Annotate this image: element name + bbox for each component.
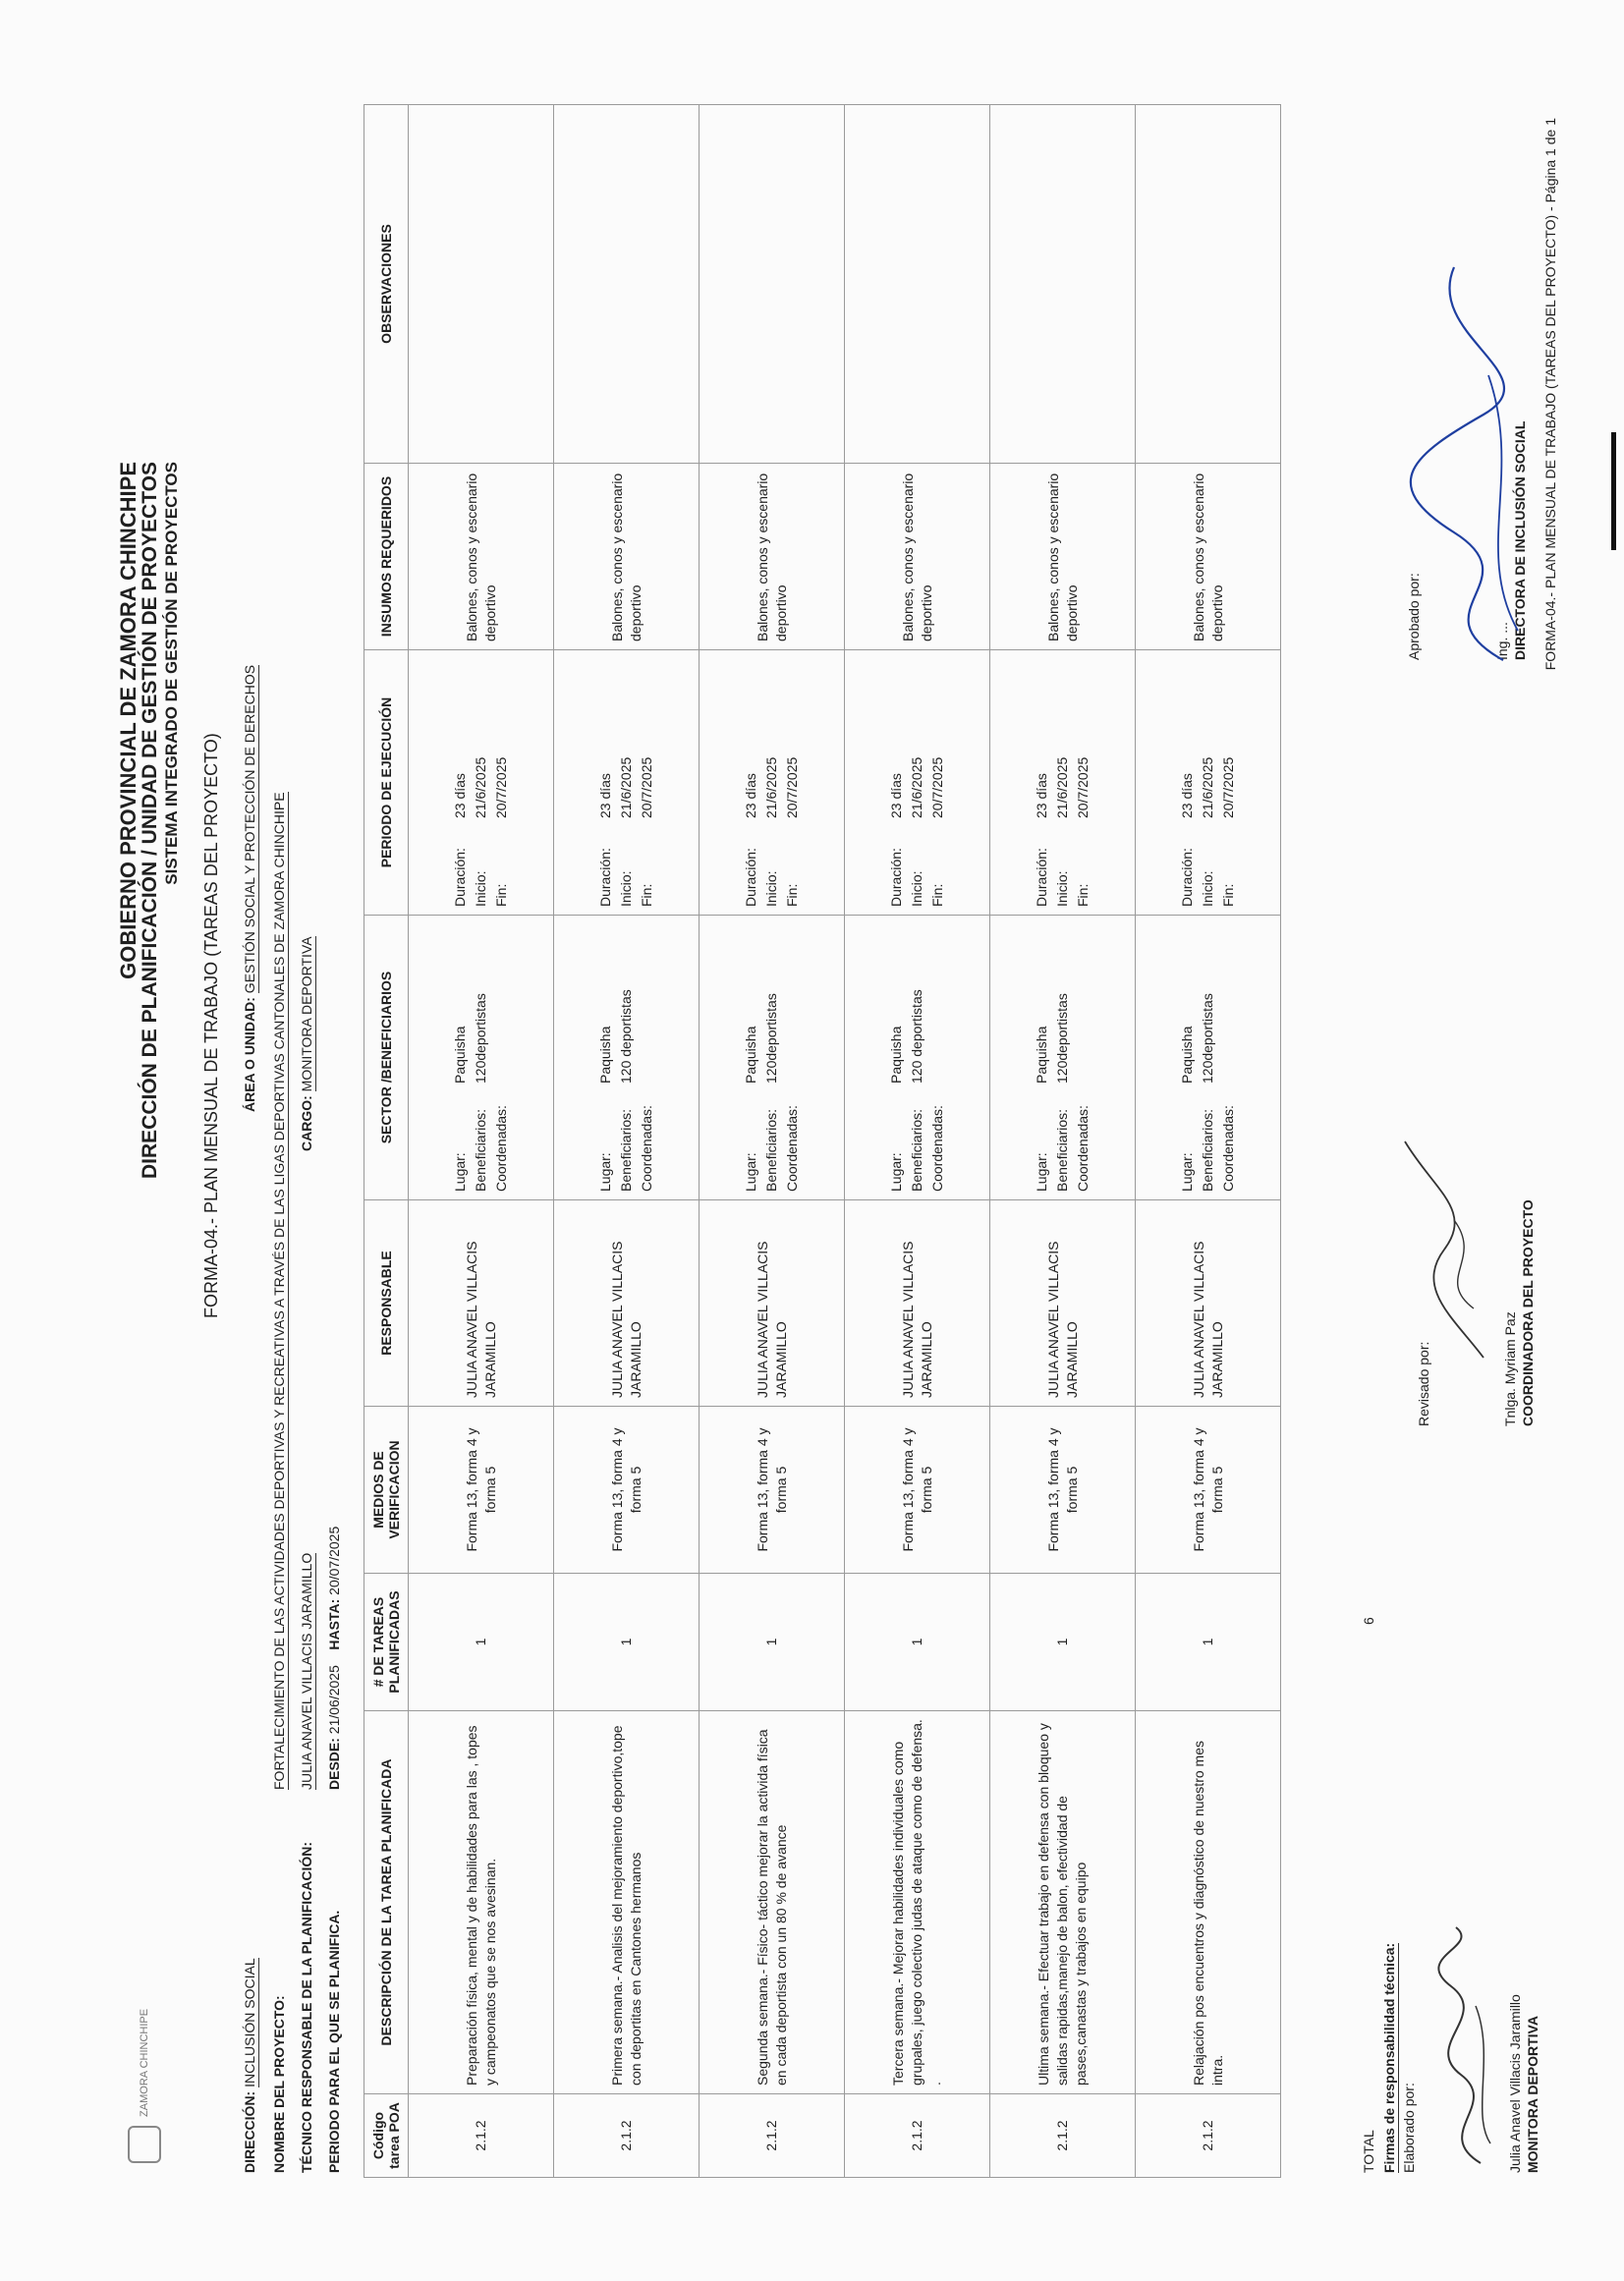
cell-sector bbox=[700, 916, 845, 1200]
duracion-label: Duración: bbox=[888, 848, 904, 907]
total-label: TOTAL bbox=[1361, 2130, 1376, 2173]
cell-codigo: 2.1.2 bbox=[554, 2094, 700, 2178]
elaborado-role: MONITORA DEPORTIVA bbox=[1525, 2016, 1540, 2173]
fin-value: 20/7/2025 bbox=[929, 756, 945, 818]
fin-value: 20/7/2025 bbox=[493, 756, 509, 818]
cargo-label: CARGO: bbox=[299, 1095, 314, 1151]
hasta-label: HASTA: bbox=[326, 1598, 342, 1650]
beneficiarios-value: 120 deportistas bbox=[618, 989, 634, 1084]
duracion-label: Duración: bbox=[452, 848, 468, 907]
cell-medios: Forma 13, forma 4 y forma 5 bbox=[990, 1407, 1136, 1574]
cell-num-tareas: 1 bbox=[990, 1574, 1136, 1711]
header-line-2: DIRECCIÓN DE PLANIFICACIÓN / UNIDAD DE GESTIÓN DE PROYECTOS bbox=[139, 462, 161, 1180]
aprobado-block bbox=[1405, 421, 1529, 660]
inicio-label: Inicio: bbox=[473, 870, 488, 907]
fin-value: 20/7/2025 bbox=[1220, 756, 1236, 818]
inicio-value: 21/6/2025 bbox=[1054, 756, 1070, 818]
coordenadas-label: Coordenadas: bbox=[929, 1105, 945, 1192]
table-row bbox=[409, 105, 554, 2178]
cell-insumos: Balones, conos y escenario deportivo bbox=[554, 464, 700, 650]
beneficiarios-label: Beneficiarios: bbox=[1200, 1108, 1215, 1192]
col-observaciones: OBSERVACIONES bbox=[364, 105, 409, 464]
aprobado-role: DIRECTORA DE INCLUSIÓN SOCIAL bbox=[1512, 420, 1528, 660]
periodo-label: PERIODO PARA EL QUE SE PLANIFICA. bbox=[326, 1910, 342, 2173]
col-num-tareas: # DE TAREAS PLANIFICADAS bbox=[364, 1574, 409, 1711]
lugar-label: Lugar: bbox=[452, 1152, 468, 1192]
cell-observaciones bbox=[845, 105, 990, 464]
cell-descripcion: Ultima semana.- Efectuar trabajo en defensa con bloqueo y salidas rapidas,manejo de balon, efectividad de pases,canastas y trabajos en equipo bbox=[990, 1711, 1136, 2094]
logo bbox=[128, 2009, 161, 2163]
hasta-value: 20/07/2025 bbox=[326, 1526, 342, 1595]
cell-descripcion: Preparación física, mental y de habilidades para las , topes y campeonatos que se nos avesinan. bbox=[409, 1711, 554, 2094]
total-row bbox=[1361, 2130, 1376, 2173]
fin-label: Fin: bbox=[1220, 883, 1236, 907]
cell-periodo bbox=[845, 650, 990, 916]
inicio-value: 21/6/2025 bbox=[763, 756, 779, 818]
fin-value: 20/7/2025 bbox=[784, 756, 800, 818]
header-line-1: GOBIERNO PROVINCIAL DE ZAMORA CHINCHIPE bbox=[116, 462, 140, 979]
inicio-value: 21/6/2025 bbox=[909, 756, 924, 818]
table-row bbox=[1136, 105, 1281, 2178]
cell-num-tareas: 1 bbox=[1136, 1574, 1281, 1711]
fin-label: Fin: bbox=[639, 883, 654, 907]
duracion-label: Duración: bbox=[1179, 848, 1195, 907]
direccion-value: INCLUSIÓN SOCIAL bbox=[242, 1958, 257, 2087]
cell-medios: Forma 13, forma 4 y forma 5 bbox=[554, 1407, 700, 1574]
logo-emblem-icon bbox=[128, 2126, 161, 2163]
cell-num-tareas: 1 bbox=[409, 1574, 554, 1711]
cell-observaciones bbox=[1136, 105, 1281, 464]
area-label: ÁREA O UNIDAD: bbox=[242, 997, 257, 1112]
desde-value: 21/06/2025 bbox=[326, 1665, 342, 1735]
lugar-label: Lugar: bbox=[888, 1152, 904, 1192]
cell-descripcion: Relajación pos encuentros y diagnóstico de nuestro mes intra. bbox=[1136, 1711, 1281, 2094]
cell-periodo bbox=[1136, 650, 1281, 916]
logo-text: ZAMORA CHINCHIPE bbox=[138, 2008, 150, 2117]
coordenadas-label: Coordenadas: bbox=[784, 1105, 800, 1192]
cell-insumos: Balones, conos y escenario deportivo bbox=[700, 464, 845, 650]
cell-num-tareas: 1 bbox=[554, 1574, 700, 1711]
cell-responsable: JULIA ANAVEL VILLACIS JARAMILLO bbox=[409, 1200, 554, 1407]
beneficiarios-value: 120 deportistas bbox=[909, 989, 924, 1084]
desde-label: DESDE: bbox=[326, 1738, 342, 1790]
lugar-value: Paquisha bbox=[1034, 1026, 1049, 1084]
header-line-3: SISTEMA INTEGRADO DE GESTIÓN DE PROYECTOS bbox=[162, 462, 181, 885]
inicio-label: Inicio: bbox=[909, 870, 924, 907]
duracion-label: Duración: bbox=[1034, 848, 1049, 907]
beneficiarios-label: Beneficiarios: bbox=[763, 1108, 779, 1192]
inicio-label: Inicio: bbox=[1200, 870, 1215, 907]
coordenadas-value bbox=[928, 923, 947, 1084]
fin-label: Fin: bbox=[1075, 883, 1091, 907]
duracion-value: 23 días bbox=[597, 773, 613, 818]
total-value: 6 bbox=[1361, 1617, 1376, 1625]
lugar-value: Paquisha bbox=[1179, 1026, 1195, 1084]
aprobado-signature-icon bbox=[1395, 257, 1542, 670]
inicio-label: Inicio: bbox=[763, 870, 779, 907]
cell-descripcion: Segunda semana.- Físico- táctico mejorar la activida física en cada deportista con un 80 % de avance bbox=[700, 1711, 845, 2094]
cell-responsable: JULIA ANAVEL VILLACIS JARAMILLO bbox=[1136, 1200, 1281, 1407]
coordenadas-value bbox=[492, 923, 511, 1084]
cell-codigo: 2.1.2 bbox=[845, 2094, 990, 2178]
table-header-row bbox=[364, 105, 409, 2178]
tasks-table bbox=[364, 104, 1281, 2178]
coordenadas-label: Coordenadas: bbox=[639, 1105, 654, 1192]
aprobado-label: Aprobado por: bbox=[1406, 573, 1422, 660]
form-title: FORMA-04.- PLAN MENSUAL DE TRABAJO (TAREAS DEL PROYECTO) bbox=[201, 733, 221, 1318]
cell-sector bbox=[845, 916, 990, 1200]
elaborado-name: Julia Anavel Villacis Jaramillo bbox=[1507, 1994, 1523, 2173]
beneficiarios-value: 120deportistas bbox=[473, 993, 488, 1084]
cell-medios: Forma 13, forma 4 y forma 5 bbox=[409, 1407, 554, 1574]
revisado-label: Revisado por: bbox=[1416, 1341, 1431, 1426]
lugar-label: Lugar: bbox=[597, 1152, 613, 1192]
cell-periodo bbox=[700, 650, 845, 916]
cell-medios: Forma 13, forma 4 y forma 5 bbox=[1136, 1407, 1281, 1574]
fin-label: Fin: bbox=[929, 883, 945, 907]
lugar-label: Lugar: bbox=[743, 1152, 758, 1192]
lugar-value: Paquisha bbox=[597, 1026, 613, 1084]
cell-responsable: JULIA ANAVEL VILLACIS JARAMILLO bbox=[990, 1200, 1136, 1407]
cell-observaciones bbox=[409, 105, 554, 464]
cell-periodo bbox=[990, 650, 1136, 916]
col-periodo: PERIODO DE EJECUCIÓN bbox=[364, 650, 409, 916]
firmas-label: Firmas de responsabilidad técnica: bbox=[1381, 1942, 1397, 2173]
col-descripcion: DESCRIPCIÓN DE LA TAREA PLANIFICADA bbox=[364, 1711, 409, 2094]
col-sector: SECTOR /BENEFICIARIOS bbox=[364, 916, 409, 1200]
lugar-value: Paquisha bbox=[888, 1026, 904, 1084]
institution-header bbox=[118, 462, 183, 1179]
duracion-label: Duración: bbox=[743, 848, 758, 907]
revisado-name: Tnlga. Myriam Paz bbox=[1502, 1311, 1518, 1426]
cell-observaciones bbox=[700, 105, 845, 464]
coordenadas-value bbox=[1219, 923, 1238, 1084]
cell-insumos: Balones, conos y escenario deportivo bbox=[1136, 464, 1281, 650]
cell-descripcion: Tercera semana.- Mejorar habilidades individuales como grupales, juego colectivo judas de ataque como de defensa. . bbox=[845, 1711, 990, 2094]
fin-value: 20/7/2025 bbox=[639, 756, 654, 818]
area-value: GESTIÓN SOCIAL Y PROTECCIÓN DE DERECHOS bbox=[242, 664, 257, 994]
direccion-label: DIRECCIÓN: bbox=[242, 2090, 257, 2173]
table-row bbox=[554, 105, 700, 2178]
tecnico-value: JULIA ANAVEL VILLACIS JARAMILLO bbox=[299, 1552, 314, 1790]
col-medios: MEDIOS DE VERIFICACION bbox=[364, 1407, 409, 1574]
beneficiarios-value: 120deportistas bbox=[1054, 993, 1070, 1084]
cell-num-tareas: 1 bbox=[700, 1574, 845, 1711]
cell-sector bbox=[409, 916, 554, 1200]
inicio-value: 21/6/2025 bbox=[473, 756, 488, 818]
duracion-value: 23 días bbox=[1034, 773, 1049, 818]
cell-sector bbox=[554, 916, 700, 1200]
beneficiarios-label: Beneficiarios: bbox=[1054, 1108, 1070, 1192]
table-row bbox=[700, 105, 845, 2178]
duracion-value: 23 días bbox=[743, 773, 758, 818]
page-footer: FORMA-04.- PLAN MENSUAL DE TRABAJO (TAREAS DEL PROYECTO) - Página 1 de 1 bbox=[1542, 118, 1558, 671]
beneficiarios-label: Beneficiarios: bbox=[473, 1108, 488, 1192]
beneficiarios-label: Beneficiarios: bbox=[618, 1108, 634, 1192]
coordenadas-label: Coordenadas: bbox=[1075, 1105, 1091, 1192]
fin-label: Fin: bbox=[784, 883, 800, 907]
revisado-block bbox=[1415, 1199, 1537, 1426]
proyecto-label: NOMBRE DEL PROYECTO: bbox=[271, 1995, 287, 2173]
cell-insumos: Balones, conos y escenario deportivo bbox=[845, 464, 990, 650]
cell-insumos: Balones, conos y escenario deportivo bbox=[409, 464, 554, 650]
coordenadas-value bbox=[638, 923, 656, 1084]
coordenadas-label: Coordenadas: bbox=[1220, 1105, 1236, 1192]
table-row bbox=[845, 105, 990, 2178]
cell-sector bbox=[990, 916, 1136, 1200]
col-responsable: RESPONSABLE bbox=[364, 1200, 409, 1407]
cell-codigo: 2.1.2 bbox=[1136, 2094, 1281, 2178]
cell-observaciones bbox=[554, 105, 700, 464]
table-body bbox=[409, 105, 1281, 2178]
cell-codigo: 2.1.2 bbox=[990, 2094, 1136, 2178]
lugar-value: Paquisha bbox=[452, 1026, 468, 1084]
coordenadas-value bbox=[1074, 923, 1092, 1084]
inicio-value: 21/6/2025 bbox=[618, 756, 634, 818]
cell-periodo bbox=[554, 650, 700, 916]
duracion-value: 23 días bbox=[452, 773, 468, 818]
table-row bbox=[990, 105, 1136, 2178]
cell-responsable: JULIA ANAVEL VILLACIS JARAMILLO bbox=[845, 1200, 990, 1407]
beneficiarios-value: 120deportistas bbox=[1200, 993, 1215, 1084]
duracion-value: 23 días bbox=[1179, 773, 1195, 818]
tecnico-label: TÉCNICO RESPONSABLE DE LA PLANIFICACIÓN: bbox=[299, 1841, 314, 2173]
cell-descripcion: Primera semana.- Analisis del mejoramiento deportivo,tope con deportitas en Cantones hermanos bbox=[554, 1711, 700, 2094]
cell-observaciones bbox=[990, 105, 1136, 464]
col-insumos: INSUMOS REQUERIDOS bbox=[364, 464, 409, 650]
aprobado-name: Ing. ... bbox=[1494, 622, 1510, 660]
inicio-value: 21/6/2025 bbox=[1200, 756, 1215, 818]
lugar-label: Lugar: bbox=[1179, 1152, 1195, 1192]
cell-medios: Forma 13, forma 4 y forma 5 bbox=[700, 1407, 845, 1574]
duracion-label: Duración: bbox=[597, 848, 613, 907]
fin-value: 20/7/2025 bbox=[1075, 756, 1091, 818]
elaborado-signature-icon bbox=[1422, 1918, 1510, 2173]
beneficiarios-label: Beneficiarios: bbox=[909, 1108, 924, 1192]
cell-responsable: JULIA ANAVEL VILLACIS JARAMILLO bbox=[700, 1200, 845, 1407]
coordenadas-label: Coordenadas: bbox=[493, 1105, 509, 1192]
cell-codigo: 2.1.2 bbox=[700, 2094, 845, 2178]
beneficiarios-value: 120deportistas bbox=[763, 993, 779, 1084]
cargo-value: MONITORA DEPORTIVA bbox=[299, 936, 314, 1092]
fin-label: Fin: bbox=[493, 883, 509, 907]
col-codigo: Código tarea POA bbox=[364, 2094, 409, 2178]
lugar-value: Paquisha bbox=[743, 1026, 758, 1084]
lugar-label: Lugar: bbox=[1034, 1152, 1049, 1192]
revisado-signature-icon bbox=[1395, 1132, 1503, 1367]
cell-periodo bbox=[409, 650, 554, 916]
inicio-label: Inicio: bbox=[1054, 870, 1070, 907]
elaborado-label: Elaborado por: bbox=[1401, 2083, 1417, 2173]
revisado-role: COORDINADORA DEL PROYECTO bbox=[1520, 1199, 1536, 1426]
cell-medios: Forma 13, forma 4 y forma 5 bbox=[845, 1407, 990, 1574]
cell-responsable: JULIA ANAVEL VILLACIS JARAMILLO bbox=[554, 1200, 700, 1407]
inicio-label: Inicio: bbox=[618, 870, 634, 907]
proyecto-value: FORTALECIMIENTO DE LAS ACTIVIDADES DEPORTIVAS Y RECREATIVAS A TRAVÉS DE LAS LIGAS DEPORTIVAS CANTONALES DE ZAMORA CHINCHIPE bbox=[271, 792, 287, 1790]
elaborado-block bbox=[1400, 1994, 1541, 2173]
cell-sector bbox=[1136, 916, 1281, 1200]
duracion-value: 23 días bbox=[888, 773, 904, 818]
coordenadas-value bbox=[783, 923, 802, 1084]
project-meta bbox=[241, 110, 349, 2173]
cell-codigo: 2.1.2 bbox=[409, 2094, 554, 2178]
cell-num-tareas: 1 bbox=[845, 1574, 990, 1711]
cell-insumos: Balones, conos y escenario deportivo bbox=[990, 464, 1136, 650]
